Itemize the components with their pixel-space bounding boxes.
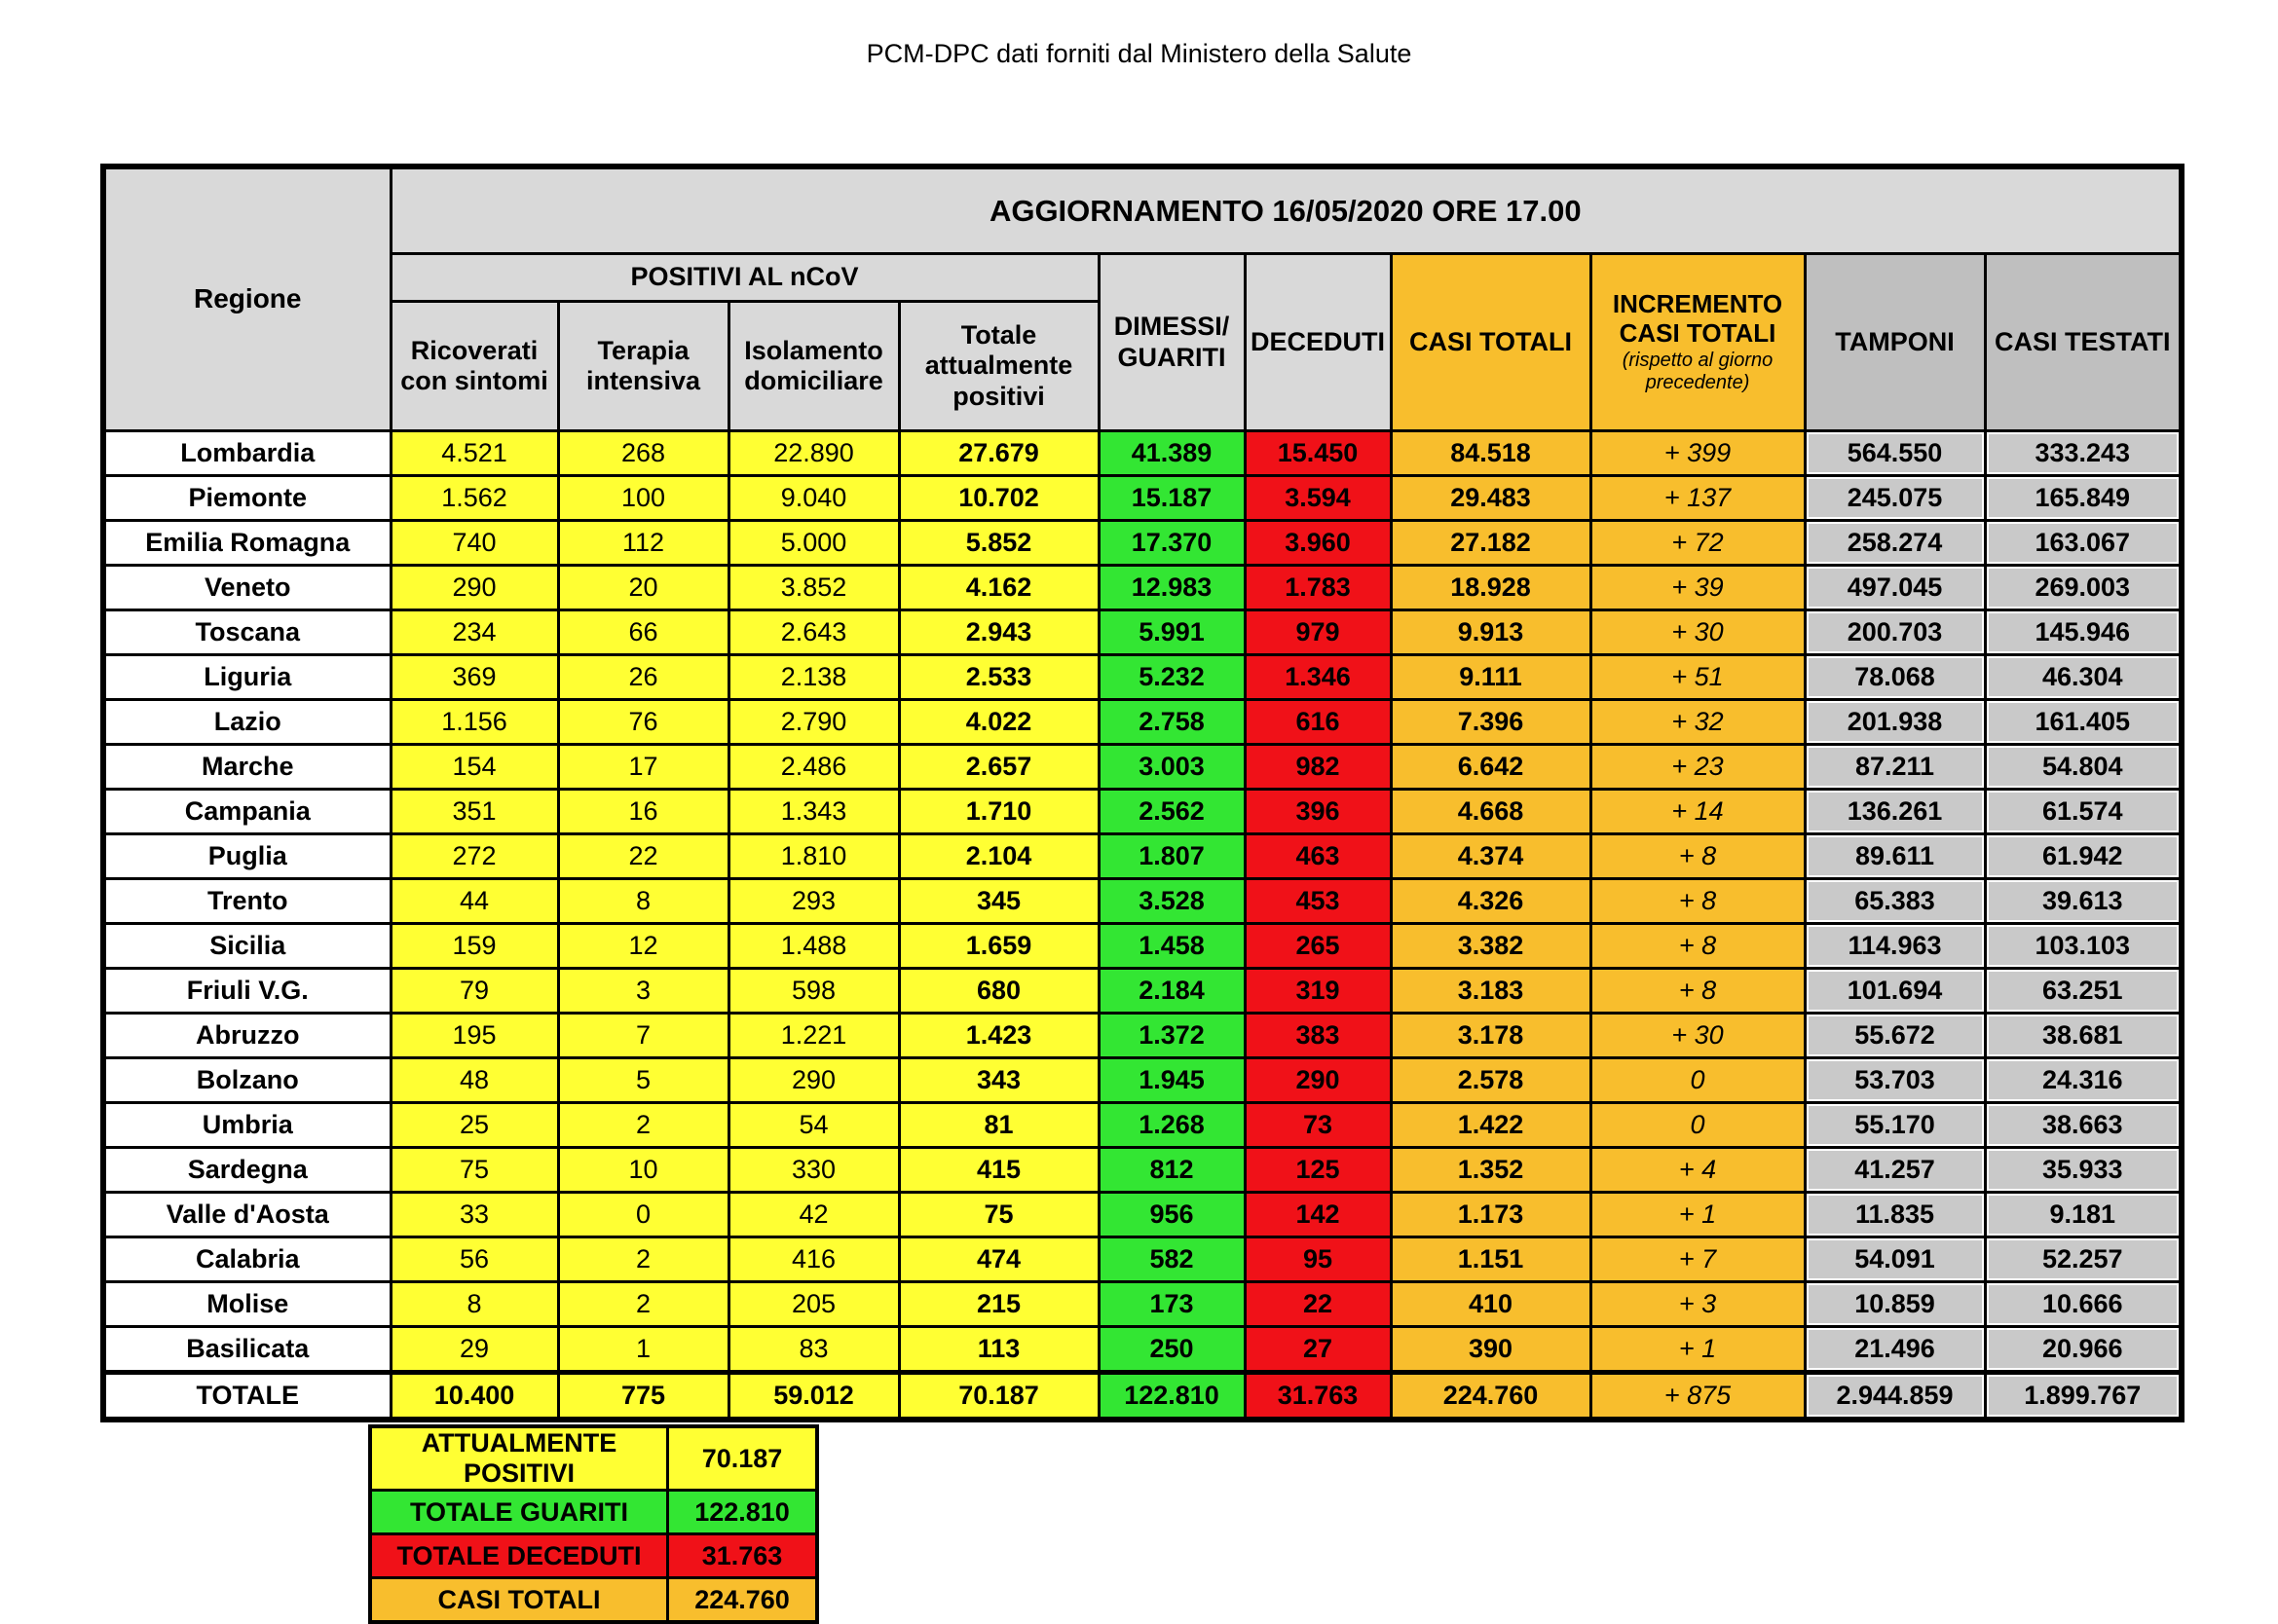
data-cell: 2.790 — [728, 700, 899, 745]
data-cell: 95 — [1245, 1237, 1391, 1282]
data-cell: 415 — [899, 1148, 1099, 1193]
legend-value: 122.810 — [668, 1491, 818, 1534]
data-cell: + 3 — [1590, 1282, 1805, 1327]
data-cell: 205 — [728, 1282, 899, 1327]
data-cell: + 23 — [1590, 745, 1805, 790]
data-cell: 1.710 — [899, 790, 1099, 834]
data-cell: 112 — [558, 521, 728, 566]
data-cell: 0 — [1590, 1103, 1805, 1148]
data-cell: 3.183 — [1391, 969, 1590, 1014]
data-cell: 9.181 — [1985, 1193, 2182, 1237]
region-cell: Valle d'Aosta — [103, 1193, 391, 1237]
data-cell: 9.040 — [728, 476, 899, 521]
data-cell: 3.382 — [1391, 924, 1590, 969]
data-cell: 75 — [899, 1193, 1099, 1237]
data-cell: 142 — [1245, 1193, 1391, 1237]
data-cell: 48 — [391, 1058, 558, 1103]
data-cell: 84.518 — [1391, 431, 1590, 476]
data-cell: 5.000 — [728, 521, 899, 566]
data-cell: 125 — [1245, 1148, 1391, 1193]
data-cell: 66 — [558, 610, 728, 655]
column-header-dimessi-guariti: DIMESSI/ GUARITI — [1099, 254, 1245, 431]
legend-table — [368, 1424, 819, 1624]
data-cell: 21.496 — [1805, 1327, 1985, 1373]
table-row — [103, 476, 2182, 521]
column-header-totale-positivi: Totale attualmente positivi — [899, 302, 1099, 431]
data-cell: 195 — [391, 1014, 558, 1058]
data-cell: + 875 — [1590, 1373, 1805, 1421]
data-cell: 26 — [558, 655, 728, 700]
data-cell: 2.486 — [728, 745, 899, 790]
data-cell: 2.943 — [899, 610, 1099, 655]
column-header-regione: Regione — [103, 166, 391, 431]
data-cell: 369 — [391, 655, 558, 700]
data-cell: 2 — [558, 1282, 728, 1327]
table-row — [103, 879, 2182, 924]
data-cell: 114.963 — [1805, 924, 1985, 969]
column-header-terapia-intensiva: Terapia intensiva — [558, 302, 728, 431]
data-cell: 497.045 — [1805, 566, 1985, 610]
data-cell: 333.243 — [1985, 431, 2182, 476]
table-row — [103, 655, 2182, 700]
data-cell: 55.672 — [1805, 1014, 1985, 1058]
region-cell: Bolzano — [103, 1058, 391, 1103]
data-cell: 27.679 — [899, 431, 1099, 476]
legend-row-totale-guariti — [370, 1491, 817, 1534]
data-cell: 396 — [1245, 790, 1391, 834]
data-cell: 1.659 — [899, 924, 1099, 969]
data-cell: 163.067 — [1985, 521, 2182, 566]
region-cell: Calabria — [103, 1237, 391, 1282]
data-cell: 4.022 — [899, 700, 1099, 745]
data-cell: 10.666 — [1985, 1282, 2182, 1327]
table-row — [103, 969, 2182, 1014]
data-cell: 20 — [558, 566, 728, 610]
data-cell: 27.182 — [1391, 521, 1590, 566]
data-cell: 83 — [728, 1327, 899, 1373]
column-header-tamponi: TAMPONI — [1805, 254, 1985, 431]
column-header-deceduti: DECEDUTI — [1245, 254, 1391, 431]
data-cell: 0 — [1590, 1058, 1805, 1103]
table-row — [103, 745, 2182, 790]
data-cell: 44 — [391, 879, 558, 924]
data-cell: 453 — [1245, 879, 1391, 924]
data-cell: 5.852 — [899, 521, 1099, 566]
legend-row-totale-deceduti — [370, 1534, 817, 1578]
region-cell: Sardegna — [103, 1148, 391, 1193]
data-cell: 15.187 — [1099, 476, 1245, 521]
data-cell: 54.804 — [1985, 745, 2182, 790]
data-cell: 122.810 — [1099, 1373, 1245, 1421]
region-cell: Sicilia — [103, 924, 391, 969]
data-cell: 345 — [899, 879, 1099, 924]
data-cell: 3.528 — [1099, 879, 1245, 924]
total-row — [103, 1373, 2182, 1421]
data-cell: + 8 — [1590, 924, 1805, 969]
data-cell: 12 — [558, 924, 728, 969]
data-cell: 9.111 — [1391, 655, 1590, 700]
data-cell: 6.642 — [1391, 745, 1590, 790]
data-cell: 161.405 — [1985, 700, 2182, 745]
region-cell: Veneto — [103, 566, 391, 610]
data-cell: 383 — [1245, 1014, 1391, 1058]
data-cell: 200.703 — [1805, 610, 1985, 655]
legend-label: TOTALE DECEDUTI — [370, 1534, 668, 1578]
column-header-ricoverati: Ricoverati con sintomi — [391, 302, 558, 431]
data-cell: 343 — [899, 1058, 1099, 1103]
data-cell: 2.578 — [1391, 1058, 1590, 1103]
data-cell: + 399 — [1590, 431, 1805, 476]
data-cell: 165.849 — [1985, 476, 2182, 521]
data-cell: 1.156 — [391, 700, 558, 745]
data-cell: 3.178 — [1391, 1014, 1590, 1058]
data-cell: 18.928 — [1391, 566, 1590, 610]
data-cell: 2.657 — [899, 745, 1099, 790]
update-banner: AGGIORNAMENTO 16/05/2020 ORE 17.00 — [391, 166, 2182, 254]
data-cell: 10.702 — [899, 476, 1099, 521]
table-row — [103, 834, 2182, 879]
data-cell: 1.372 — [1099, 1014, 1245, 1058]
data-cell: 55.170 — [1805, 1103, 1985, 1148]
data-cell: 24.316 — [1985, 1058, 2182, 1103]
region-cell: Umbria — [103, 1103, 391, 1148]
data-cell: 1.562 — [391, 476, 558, 521]
data-cell: 290 — [1245, 1058, 1391, 1103]
data-cell: 39.613 — [1985, 879, 2182, 924]
data-cell: 2.138 — [728, 655, 899, 700]
data-cell: 3.960 — [1245, 521, 1391, 566]
data-cell: 3.003 — [1099, 745, 1245, 790]
data-cell: 245.075 — [1805, 476, 1985, 521]
data-cell: 2.758 — [1099, 700, 1245, 745]
table-row — [103, 1058, 2182, 1103]
data-cell: 982 — [1245, 745, 1391, 790]
region-cell: TOTALE — [103, 1373, 391, 1421]
data-cell: 2.104 — [899, 834, 1099, 879]
data-cell: 979 — [1245, 610, 1391, 655]
data-cell: 1.268 — [1099, 1103, 1245, 1148]
data-cell: 416 — [728, 1237, 899, 1282]
data-cell: 41.257 — [1805, 1148, 1985, 1193]
data-cell: 103.103 — [1985, 924, 2182, 969]
data-cell: + 4 — [1590, 1148, 1805, 1193]
data-cell: 2 — [558, 1103, 728, 1148]
data-cell: 8 — [391, 1282, 558, 1327]
data-cell: 463 — [1245, 834, 1391, 879]
data-cell: 65.383 — [1805, 879, 1985, 924]
region-cell: Piemonte — [103, 476, 391, 521]
data-cell: 22 — [558, 834, 728, 879]
legend-label: ATTUALMENTE POSITIVI — [370, 1426, 668, 1491]
data-cell: 5.232 — [1099, 655, 1245, 700]
data-cell: 10 — [558, 1148, 728, 1193]
table-row — [103, 1282, 2182, 1327]
data-cell: 4.162 — [899, 566, 1099, 610]
data-cell: 38.681 — [1985, 1014, 2182, 1058]
data-cell: 680 — [899, 969, 1099, 1014]
table-row — [103, 521, 2182, 566]
data-cell: 1.151 — [1391, 1237, 1590, 1282]
data-cell: 17 — [558, 745, 728, 790]
data-cell: 7 — [558, 1014, 728, 1058]
data-cell: 812 — [1099, 1148, 1245, 1193]
data-cell: 10.859 — [1805, 1282, 1985, 1327]
data-cell: 2.562 — [1099, 790, 1245, 834]
table-row — [103, 1103, 2182, 1148]
data-cell: 4.668 — [1391, 790, 1590, 834]
data-cell: 1.488 — [728, 924, 899, 969]
data-cell: 27 — [1245, 1327, 1391, 1373]
data-cell: 201.938 — [1805, 700, 1985, 745]
data-cell: 1 — [558, 1327, 728, 1373]
page-title: PCM-DPC dati forniti dal Ministero della Salute — [866, 39, 1412, 68]
data-cell: 70.187 — [899, 1373, 1099, 1421]
data-cell: 17.370 — [1099, 521, 1245, 566]
data-cell: 1.458 — [1099, 924, 1245, 969]
data-cell: 33 — [391, 1193, 558, 1237]
data-cell: + 72 — [1590, 521, 1805, 566]
region-cell: Molise — [103, 1282, 391, 1327]
table-row — [103, 1148, 2182, 1193]
incremento-title: INCREMENTO CASI TOTALI — [1612, 288, 1783, 348]
data-cell: 564.550 — [1805, 431, 1985, 476]
column-header-isolamento: Isolamento domiciliare — [728, 302, 899, 431]
table-row — [103, 566, 2182, 610]
data-cell: 81 — [899, 1103, 1099, 1148]
legend-value: 224.760 — [668, 1578, 818, 1623]
data-cell: 42 — [728, 1193, 899, 1237]
data-cell: 3.594 — [1245, 476, 1391, 521]
data-cell: 390 — [1391, 1327, 1590, 1373]
table-row — [103, 431, 2182, 476]
region-cell: Abruzzo — [103, 1014, 391, 1058]
data-cell: 56 — [391, 1237, 558, 1282]
data-cell: 268 — [558, 431, 728, 476]
data-cell: 290 — [728, 1058, 899, 1103]
data-cell: 265 — [1245, 924, 1391, 969]
data-cell: 5 — [558, 1058, 728, 1103]
data-cell: 29.483 — [1391, 476, 1590, 521]
data-cell: 54.091 — [1805, 1237, 1985, 1282]
data-cell: 29 — [391, 1327, 558, 1373]
data-cell: 159 — [391, 924, 558, 969]
data-cell: + 1 — [1590, 1327, 1805, 1373]
data-cell: + 30 — [1590, 1014, 1805, 1058]
data-cell: + 8 — [1590, 834, 1805, 879]
data-cell: + 137 — [1590, 476, 1805, 521]
data-cell: 616 — [1245, 700, 1391, 745]
data-cell: 73 — [1245, 1103, 1391, 1148]
data-cell: 319 — [1245, 969, 1391, 1014]
data-cell: 258.274 — [1805, 521, 1985, 566]
data-cell: 61.942 — [1985, 834, 2182, 879]
data-cell: 78.068 — [1805, 655, 1985, 700]
data-cell: 87.211 — [1805, 745, 1985, 790]
data-cell: 3 — [558, 969, 728, 1014]
legend-row-attualmente-positivi — [370, 1426, 817, 1491]
table-row — [103, 1193, 2182, 1237]
data-cell: + 30 — [1590, 610, 1805, 655]
data-cell: 20.966 — [1985, 1327, 2182, 1373]
column-group-positivi: POSITIVI AL nCoV — [391, 254, 1099, 302]
data-cell: 269.003 — [1985, 566, 2182, 610]
data-cell: 1.423 — [899, 1014, 1099, 1058]
region-cell: Friuli V.G. — [103, 969, 391, 1014]
data-cell: 35.933 — [1985, 1148, 2182, 1193]
data-cell: 1.422 — [1391, 1103, 1590, 1148]
region-cell: Lombardia — [103, 431, 391, 476]
table-body — [103, 431, 2182, 1421]
data-cell: 1.221 — [728, 1014, 899, 1058]
legend-value: 31.763 — [668, 1534, 818, 1578]
data-cell: 234 — [391, 610, 558, 655]
table-row — [103, 1014, 2182, 1058]
column-header-casi-testati: CASI TESTATI — [1985, 254, 2182, 431]
legend-row-casi-totali — [370, 1578, 817, 1623]
data-cell: 2.643 — [728, 610, 899, 655]
data-cell: + 1 — [1590, 1193, 1805, 1237]
data-cell: 16 — [558, 790, 728, 834]
data-cell: 15.450 — [1245, 431, 1391, 476]
data-cell: 75 — [391, 1148, 558, 1193]
data-cell: 41.389 — [1099, 431, 1245, 476]
data-cell: 136.261 — [1805, 790, 1985, 834]
data-cell: 1.810 — [728, 834, 899, 879]
region-cell: Liguria — [103, 655, 391, 700]
data-cell: 52.257 — [1985, 1237, 2182, 1282]
table-row — [103, 1327, 2182, 1373]
region-cell: Lazio — [103, 700, 391, 745]
data-cell: + 14 — [1590, 790, 1805, 834]
data-cell: 2.533 — [899, 655, 1099, 700]
data-cell: 351 — [391, 790, 558, 834]
data-cell: 1.346 — [1245, 655, 1391, 700]
legend-label: TOTALE GUARITI — [370, 1491, 668, 1534]
incremento-note: (rispetto al giorno precedente) — [1622, 350, 1774, 394]
data-cell: 10.400 — [391, 1373, 558, 1421]
data-cell: 22.890 — [728, 431, 899, 476]
data-cell: 8 — [558, 879, 728, 924]
data-cell: + 51 — [1590, 655, 1805, 700]
data-cell: 63.251 — [1985, 969, 2182, 1014]
covid-region-table — [100, 164, 2185, 1422]
data-cell: 31.763 — [1245, 1373, 1391, 1421]
data-cell: 3.852 — [728, 566, 899, 610]
table-row — [103, 610, 2182, 655]
data-cell: 330 — [728, 1148, 899, 1193]
data-cell: + 32 — [1590, 700, 1805, 745]
data-cell: 1.807 — [1099, 834, 1245, 879]
data-cell: 250 — [1099, 1327, 1245, 1373]
data-cell: 100 — [558, 476, 728, 521]
data-cell: 9.913 — [1391, 610, 1590, 655]
table-row — [103, 1237, 2182, 1282]
data-cell: 956 — [1099, 1193, 1245, 1237]
data-cell: 290 — [391, 566, 558, 610]
data-cell: 1.173 — [1391, 1193, 1590, 1237]
data-cell: 1.945 — [1099, 1058, 1245, 1103]
data-cell: 4.326 — [1391, 879, 1590, 924]
data-cell: 775 — [558, 1373, 728, 1421]
data-cell: 410 — [1391, 1282, 1590, 1327]
data-cell: 0 — [558, 1193, 728, 1237]
region-cell: Marche — [103, 745, 391, 790]
data-cell: 76 — [558, 700, 728, 745]
data-cell: 740 — [391, 521, 558, 566]
data-cell: 61.574 — [1985, 790, 2182, 834]
data-cell: 145.946 — [1985, 610, 2182, 655]
data-cell: 2.944.859 — [1805, 1373, 1985, 1421]
data-cell: 598 — [728, 969, 899, 1014]
data-cell: 5.991 — [1099, 610, 1245, 655]
data-cell: 1.783 — [1245, 566, 1391, 610]
data-cell: 101.694 — [1805, 969, 1985, 1014]
data-cell: 46.304 — [1985, 655, 2182, 700]
data-cell: 474 — [899, 1237, 1099, 1282]
data-cell: 2 — [558, 1237, 728, 1282]
data-cell: 272 — [391, 834, 558, 879]
data-cell: 293 — [728, 879, 899, 924]
data-cell: 113 — [899, 1327, 1099, 1373]
column-header-casi-totali: CASI TOTALI — [1391, 254, 1590, 431]
data-cell: 12.983 — [1099, 566, 1245, 610]
banner-row — [103, 166, 2182, 254]
data-cell: 38.663 — [1985, 1103, 2182, 1148]
data-cell: + 8 — [1590, 969, 1805, 1014]
data-cell: 1.352 — [1391, 1148, 1590, 1193]
region-cell: Basilicata — [103, 1327, 391, 1373]
region-cell: Toscana — [103, 610, 391, 655]
data-cell: 22 — [1245, 1282, 1391, 1327]
data-cell: 7.396 — [1391, 700, 1590, 745]
data-cell: 1.899.767 — [1985, 1373, 2182, 1421]
data-cell: 154 — [391, 745, 558, 790]
table-row — [103, 924, 2182, 969]
data-cell: 4.374 — [1391, 834, 1590, 879]
group-header-row — [103, 254, 2182, 302]
data-cell: 89.611 — [1805, 834, 1985, 879]
region-cell: Campania — [103, 790, 391, 834]
data-cell: 54 — [728, 1103, 899, 1148]
data-cell: 582 — [1099, 1237, 1245, 1282]
data-cell: 25 — [391, 1103, 558, 1148]
data-cell: + 7 — [1590, 1237, 1805, 1282]
data-cell: 2.184 — [1099, 969, 1245, 1014]
data-cell: 59.012 — [728, 1373, 899, 1421]
data-cell: 173 — [1099, 1282, 1245, 1327]
data-cell: + 8 — [1590, 879, 1805, 924]
region-cell: Trento — [103, 879, 391, 924]
region-cell: Puglia — [103, 834, 391, 879]
legend-label: CASI TOTALI — [370, 1578, 668, 1623]
data-cell: 215 — [899, 1282, 1099, 1327]
region-cell: Emilia Romagna — [103, 521, 391, 566]
legend-value: 70.187 — [668, 1426, 818, 1491]
table-row — [103, 700, 2182, 745]
data-cell: 1.343 — [728, 790, 899, 834]
table-row — [103, 790, 2182, 834]
column-header-incremento — [1590, 254, 1805, 431]
data-cell: 224.760 — [1391, 1373, 1590, 1421]
data-cell: 79 — [391, 969, 558, 1014]
data-cell: 11.835 — [1805, 1193, 1985, 1237]
data-cell: 53.703 — [1805, 1058, 1985, 1103]
data-cell: 4.521 — [391, 431, 558, 476]
data-cell: + 39 — [1590, 566, 1805, 610]
